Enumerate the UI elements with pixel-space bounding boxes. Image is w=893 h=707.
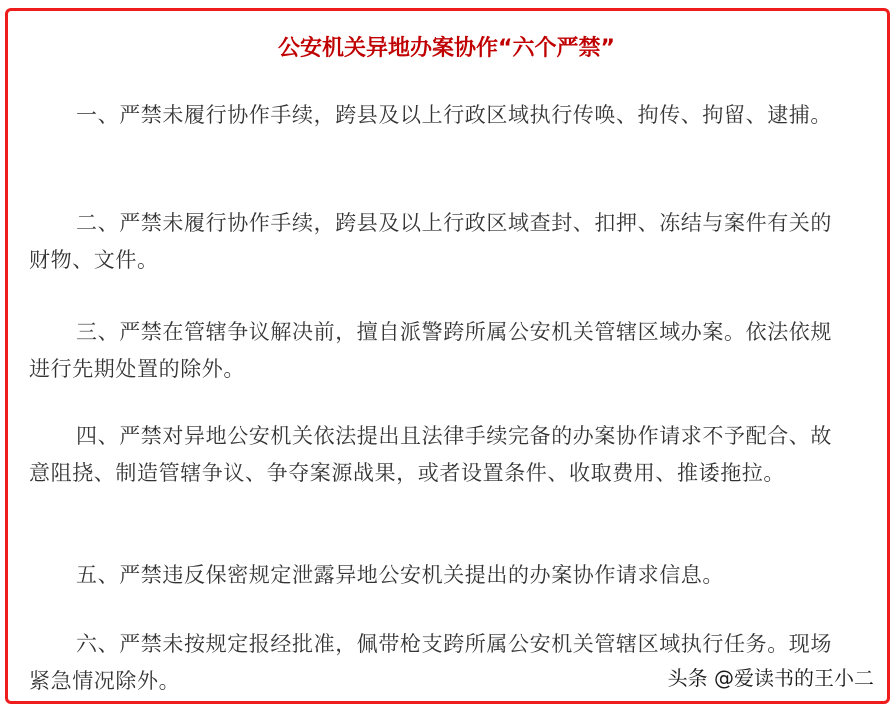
document-title: 公安机关异地办案协作“六个严禁” [278,36,615,61]
rule-paragraph-3: 三、严禁在管辖争议解决前，擅自派警跨所属公安机关管辖区域办案。依法依规进行先期处置的除外。 [29,320,832,381]
rule-paragraph-5: 五、严禁违反保密规定泄露异地公安机关提出的办案协作请求信息。 [76,563,724,587]
rule-paragraph-6: 六、严禁未按规定报经批准，佩带枪支跨所属公安机关管辖区域执行任务。现场紧急情况除外。 [29,632,832,693]
rule-paragraph-2: 二、严禁未履行协作手续，跨县及以上行政区域查封、扣押、冻结与案件有关的财物、文件。 [29,211,832,272]
source-watermark: 头条 @爱读书的王小二 [667,666,874,690]
rule-paragraph-4: 四、严禁对异地公安机关依法提出且法律手续完备的办案协作请求不予配合、故意阻挠、制造管辖争议、争夺案源战果，或者设置条件、收取费用、推诿拖拉。 [29,424,832,485]
rule-paragraph-1: 一、严禁未履行协作手续，跨县及以上行政区域执行传唤、拘传、拘留、逮捕。 [76,103,832,127]
